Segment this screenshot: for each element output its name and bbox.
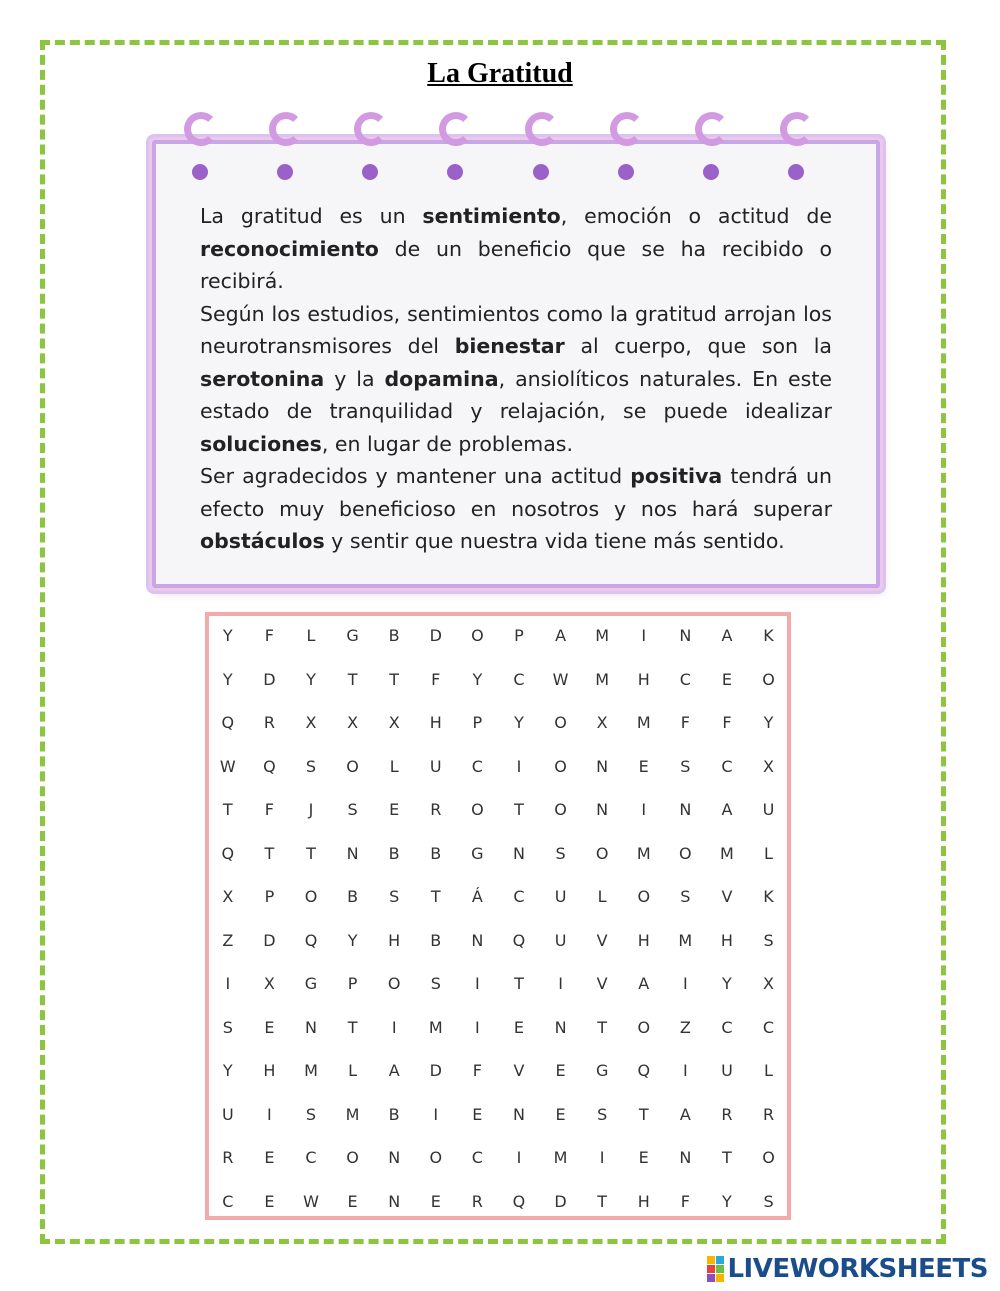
- letter-cell[interactable]: Á: [471, 887, 483, 907]
- gratitude-text: [200, 200, 832, 558]
- letter-cell[interactable]: F: [680, 1191, 690, 1211]
- letter-cell[interactable]: M: [636, 843, 651, 863]
- letter-cell[interactable]: E: [555, 1061, 566, 1081]
- letter-cell[interactable]: C: [721, 756, 733, 776]
- letter-cell[interactable]: I: [599, 1148, 605, 1168]
- letter-cell[interactable]: I: [391, 1017, 397, 1037]
- letter-cell[interactable]: S: [389, 887, 400, 907]
- letter-cell[interactable]: W: [219, 756, 236, 776]
- letter-cell[interactable]: G: [304, 974, 318, 994]
- letter-cell[interactable]: D: [263, 930, 276, 950]
- letter-cell[interactable]: C: [513, 887, 525, 907]
- letter-cell[interactable]: H: [637, 930, 650, 950]
- letter-cell[interactable]: Y: [722, 974, 732, 994]
- letter-cell[interactable]: R: [222, 1148, 234, 1168]
- letter-cell[interactable]: N: [305, 1017, 317, 1037]
- letter-cell[interactable]: E: [513, 1017, 524, 1037]
- letter-cell[interactable]: N: [471, 930, 484, 950]
- letter-cell[interactable]: X: [222, 887, 234, 907]
- letter-cell[interactable]: X: [763, 756, 774, 776]
- letter-cell[interactable]: N: [388, 1148, 401, 1168]
- letter-cell[interactable]: X: [305, 713, 317, 733]
- letter-cell[interactable]: K: [763, 887, 774, 907]
- text-paragraph: [200, 298, 832, 461]
- letter-cell[interactable]: T: [430, 887, 441, 907]
- letter-cell[interactable]: O: [637, 1017, 651, 1037]
- letter-cell[interactable]: E: [721, 669, 732, 689]
- letter-cell[interactable]: Q: [221, 843, 235, 863]
- keyword: soluciones: [200, 431, 322, 456]
- logo-text: LIVEWORKSHEETS: [727, 1254, 988, 1284]
- letter-cell[interactable]: L: [764, 843, 773, 863]
- letter-cell[interactable]: H: [637, 669, 650, 689]
- letter-cell[interactable]: N: [346, 843, 359, 863]
- letter-cell[interactable]: A: [555, 626, 567, 646]
- text-segment: tendrá un efecto muy beneficioso en nosotros y nos hará superar: [200, 464, 832, 521]
- letter-cell[interactable]: F: [472, 1061, 482, 1081]
- letter-cell[interactable]: I: [682, 974, 688, 994]
- letter-cell[interactable]: C: [721, 1017, 733, 1037]
- letter-cell[interactable]: N: [596, 800, 609, 820]
- letter-cell[interactable]: D: [554, 1191, 567, 1211]
- letter-cell[interactable]: Y: [514, 713, 524, 733]
- letter-cell[interactable]: P: [347, 974, 358, 994]
- letter-cell[interactable]: S: [430, 974, 441, 994]
- letter-cell[interactable]: P: [264, 887, 275, 907]
- letter-cell[interactable]: C: [471, 1148, 483, 1168]
- logo-block: [707, 1265, 715, 1273]
- letter-cell[interactable]: E: [638, 756, 649, 776]
- spiral-ring-icon: [776, 112, 820, 156]
- letter-cell[interactable]: N: [679, 626, 692, 646]
- letter-cell[interactable]: A: [388, 1061, 400, 1081]
- letter-cell[interactable]: T: [597, 1191, 608, 1211]
- letter-cell[interactable]: N: [512, 843, 525, 863]
- letter-cell[interactable]: M: [595, 669, 610, 689]
- letter-cell[interactable]: M: [553, 1148, 568, 1168]
- letter-cell[interactable]: E: [264, 1148, 275, 1168]
- letter-cell[interactable]: V: [596, 974, 608, 994]
- text-segment: y sentir que nuestra vida tiene más sentido.: [324, 529, 785, 553]
- spiral-ring-icon: [606, 112, 650, 156]
- letter-cell[interactable]: S: [680, 887, 691, 907]
- letter-cell[interactable]: F: [680, 713, 690, 733]
- letter-cell[interactable]: B: [388, 626, 400, 646]
- letter-cell[interactable]: D: [429, 1061, 442, 1081]
- letter-cell[interactable]: U: [221, 1104, 234, 1124]
- letter-cell[interactable]: T: [514, 974, 524, 994]
- letter-cell[interactable]: I: [475, 974, 480, 994]
- letter-cell[interactable]: O: [762, 669, 775, 689]
- letter-cell[interactable]: H: [637, 1191, 650, 1211]
- letter-cell[interactable]: S: [555, 843, 566, 863]
- letter-cell[interactable]: J: [308, 800, 314, 820]
- letter-cell[interactable]: X: [347, 713, 359, 733]
- letter-cell[interactable]: O: [346, 756, 359, 776]
- letter-cell[interactable]: V: [596, 930, 608, 950]
- letter-cell[interactable]: R: [721, 1104, 733, 1124]
- letter-cell[interactable]: K: [763, 626, 774, 646]
- letter-cell[interactable]: D: [429, 626, 442, 646]
- letter-cell[interactable]: F: [431, 669, 441, 689]
- letter-cell[interactable]: O: [429, 1148, 443, 1168]
- letter-cell[interactable]: E: [638, 1148, 649, 1168]
- letter-cell[interactable]: O: [679, 843, 692, 863]
- letter-cell[interactable]: I: [558, 974, 563, 994]
- letter-cell[interactable]: X: [263, 974, 275, 994]
- spiral-ring-icon: [691, 112, 735, 156]
- letter-cell[interactable]: S: [763, 930, 774, 950]
- keyword: serotonina: [200, 366, 325, 391]
- letter-cell[interactable]: B: [347, 887, 359, 907]
- letter-cell[interactable]: W: [552, 669, 569, 689]
- letter-cell[interactable]: H: [429, 713, 442, 733]
- letter-cell[interactable]: B: [388, 843, 400, 863]
- letter-cell[interactable]: M: [304, 1061, 318, 1081]
- letter-cell[interactable]: M: [678, 930, 693, 950]
- letter-cell[interactable]: I: [267, 1104, 272, 1124]
- letter-cell[interactable]: Q: [304, 930, 318, 950]
- letter-cell[interactable]: C: [762, 1017, 775, 1037]
- letter-cell[interactable]: Q: [512, 1191, 526, 1211]
- letter-cell[interactable]: C: [222, 1191, 234, 1211]
- text-segment: , emoción o actitud de: [560, 204, 833, 228]
- letter-cell[interactable]: M: [428, 1017, 443, 1037]
- logo-block: [716, 1265, 724, 1273]
- letter-cell[interactable]: F: [264, 626, 274, 646]
- letter-cell[interactable]: N: [679, 800, 692, 820]
- letter-cell[interactable]: C: [513, 669, 525, 689]
- logo-block: [716, 1256, 724, 1264]
- letter-cell[interactable]: A: [679, 1104, 691, 1124]
- logo-blocks-icon: [707, 1256, 724, 1282]
- logo-block: [707, 1274, 715, 1282]
- spiral-ring-icon: [435, 112, 479, 156]
- letter-cell[interactable]: F: [264, 800, 274, 820]
- spiral-ring-icon: [350, 112, 394, 156]
- letter-cell[interactable]: M: [636, 713, 651, 733]
- letter-cell[interactable]: M: [345, 1104, 360, 1124]
- letter-cell[interactable]: Q: [512, 930, 526, 950]
- letter-cell[interactable]: C: [471, 756, 483, 776]
- letter-cell[interactable]: O: [346, 1148, 359, 1168]
- letter-cell[interactable]: B: [388, 1104, 400, 1124]
- letter-cell[interactable]: O: [471, 800, 484, 820]
- letter-cell[interactable]: G: [346, 626, 359, 646]
- letter-cell[interactable]: E: [430, 1191, 441, 1211]
- letter-cell[interactable]: Y: [222, 626, 233, 646]
- letter-cell[interactable]: T: [222, 800, 233, 820]
- text-segment: Según los estudios, sentimientos como la gratitud arrojan los neurotransmisores del: [200, 301, 832, 358]
- letter-cell[interactable]: H: [263, 1061, 276, 1081]
- letter-cell[interactable]: N: [512, 1104, 525, 1124]
- letter-cell[interactable]: O: [554, 800, 567, 820]
- letter-cell[interactable]: A: [721, 800, 733, 820]
- letter-cell[interactable]: H: [388, 930, 401, 950]
- letter-cell[interactable]: Y: [222, 669, 233, 689]
- keyword: sentimiento: [422, 204, 561, 228]
- logo-block: [707, 1256, 715, 1264]
- letter-cell[interactable]: H: [720, 930, 733, 950]
- letter-cell[interactable]: E: [555, 1104, 566, 1124]
- letter-cell[interactable]: B: [430, 930, 442, 950]
- letter-cell[interactable]: Y: [306, 669, 316, 689]
- letter-cell[interactable]: U: [429, 756, 442, 776]
- letter-cell[interactable]: U: [762, 800, 775, 820]
- text-paragraph: [200, 460, 832, 558]
- spiral-ring-icon: [521, 112, 565, 156]
- keyword: bienestar: [454, 334, 565, 358]
- letter-cell[interactable]: O: [471, 626, 484, 646]
- letter-cell[interactable]: B: [430, 843, 442, 863]
- letter-cell[interactable]: N: [596, 756, 609, 776]
- text-segment: y la: [324, 366, 385, 391]
- letter-cell[interactable]: T: [306, 843, 316, 863]
- text-segment: Ser agradecidos y mantener una actitud: [200, 464, 631, 488]
- letter-cell[interactable]: V: [721, 887, 733, 907]
- letter-cell[interactable]: O: [595, 843, 609, 863]
- letter-cell[interactable]: S: [597, 1104, 608, 1124]
- letter-cell[interactable]: M: [720, 843, 734, 863]
- letter-cell[interactable]: I: [641, 800, 647, 820]
- letter-cell[interactable]: X: [596, 713, 608, 733]
- letter-cell[interactable]: S: [763, 1191, 774, 1211]
- letter-cell[interactable]: T: [597, 1017, 608, 1037]
- letter-cell[interactable]: O: [554, 713, 567, 733]
- letter-cell[interactable]: Y: [222, 1061, 233, 1081]
- letter-cell[interactable]: R: [471, 1191, 483, 1211]
- letter-cell[interactable]: A: [721, 626, 733, 646]
- letter-cell[interactable]: T: [638, 1104, 649, 1124]
- keyword: obstáculos: [200, 529, 325, 553]
- letter-cell[interactable]: Y: [763, 713, 774, 733]
- keyword: dopamina: [384, 366, 499, 391]
- letter-cell[interactable]: O: [762, 1148, 775, 1168]
- letter-cell[interactable]: U: [554, 887, 567, 907]
- letter-cell[interactable]: X: [388, 713, 400, 733]
- letter-cell[interactable]: S: [347, 800, 358, 820]
- letter-cell[interactable]: A: [638, 974, 650, 994]
- letter-cell[interactable]: T: [389, 669, 400, 689]
- letter-cell[interactable]: T: [514, 800, 524, 820]
- letter-cell[interactable]: T: [347, 669, 358, 689]
- letter-cell[interactable]: Y: [722, 1191, 732, 1211]
- letter-cell[interactable]: T: [347, 1017, 358, 1037]
- letter-cell[interactable]: Q: [221, 713, 235, 733]
- letter-cell[interactable]: O: [387, 974, 401, 994]
- letter-cell[interactable]: L: [348, 1061, 358, 1081]
- letter-cell[interactable]: I: [433, 1104, 439, 1124]
- text-segment: , en lugar de problemas.: [321, 431, 573, 456]
- letter-cell[interactable]: S: [305, 1104, 317, 1124]
- logo-block: [716, 1274, 724, 1282]
- letter-cell[interactable]: C: [305, 1148, 317, 1168]
- letter-cell[interactable]: Q: [263, 756, 276, 776]
- letter-cell[interactable]: O: [304, 887, 318, 907]
- letter-cell[interactable]: D: [263, 669, 276, 689]
- letter-cell[interactable]: U: [721, 1061, 733, 1081]
- page-title: La Gratitud: [427, 58, 573, 89]
- keyword: reconocimiento: [200, 236, 379, 261]
- letter-cell[interactable]: N: [554, 1017, 567, 1037]
- letter-cell[interactable]: L: [306, 626, 316, 646]
- letter-cell[interactable]: N: [679, 1148, 692, 1168]
- letter-cell[interactable]: X: [763, 974, 774, 994]
- letter-cell[interactable]: E: [472, 1104, 483, 1124]
- keyword: positiva: [630, 464, 723, 488]
- letter-cell[interactable]: E: [264, 1191, 275, 1211]
- letter-cell[interactable]: S: [222, 1017, 233, 1037]
- liveworksheets-logo: [707, 1254, 988, 1284]
- letter-cell[interactable]: L: [597, 887, 607, 907]
- letter-cell[interactable]: T: [264, 843, 275, 863]
- letter-cell[interactable]: N: [388, 1191, 401, 1211]
- letter-cell[interactable]: I: [682, 1061, 688, 1081]
- letter-cell[interactable]: G: [471, 843, 484, 863]
- letter-cell[interactable]: R: [263, 713, 275, 733]
- letter-cell[interactable]: I: [475, 1017, 480, 1037]
- letter-cell[interactable]: Y: [347, 930, 358, 950]
- letter-cell[interactable]: F: [722, 713, 732, 733]
- letter-cell[interactable]: T: [722, 1148, 732, 1168]
- letter-cell[interactable]: Z: [222, 930, 234, 950]
- letter-cell[interactable]: L: [764, 1061, 773, 1081]
- spiral-ring-icon: [180, 112, 224, 156]
- letter-cell[interactable]: I: [225, 974, 231, 994]
- text-segment: La gratitud es un: [200, 204, 423, 228]
- letter-cell[interactable]: L: [389, 756, 399, 776]
- letter-cell[interactable]: E: [264, 1017, 275, 1037]
- letter-cell[interactable]: R: [430, 800, 442, 820]
- word-search-grid: [207, 614, 789, 1223]
- letter-cell[interactable]: S: [305, 756, 317, 776]
- letter-cell[interactable]: E: [389, 800, 400, 820]
- letter-cell[interactable]: W: [303, 1191, 319, 1211]
- letter-cell[interactable]: Q: [637, 1061, 651, 1081]
- letter-cell[interactable]: I: [516, 756, 522, 776]
- letter-cell[interactable]: P: [514, 626, 524, 646]
- letter-cell[interactable]: E: [347, 1191, 358, 1211]
- letter-cell[interactable]: R: [762, 1104, 775, 1124]
- letter-cell[interactable]: M: [595, 626, 610, 646]
- letter-cell[interactable]: G: [595, 1061, 609, 1081]
- letter-cell[interactable]: P: [472, 713, 483, 733]
- spiral-ring-icon: [265, 112, 309, 156]
- letter-cell[interactable]: Z: [679, 1017, 691, 1037]
- text-segment: al cuerpo, que son la: [564, 334, 832, 358]
- letter-cell[interactable]: V: [513, 1061, 525, 1081]
- letter-cell[interactable]: I: [641, 626, 647, 646]
- letter-cell[interactable]: I: [516, 1148, 522, 1168]
- text-segment: , ansiolíticos naturales. En este estado de tranquilidad y relajación, se puede idealizar: [200, 366, 832, 423]
- letter-cell[interactable]: O: [637, 887, 651, 907]
- letter-cell[interactable]: U: [554, 930, 567, 950]
- letter-cell[interactable]: C: [679, 669, 691, 689]
- text-segment: de un beneficio que se ha recibido o recibirá.: [200, 236, 832, 293]
- letter-cell[interactable]: O: [554, 756, 567, 776]
- text-paragraph: [200, 200, 832, 298]
- letter-cell[interactable]: Y: [472, 669, 483, 689]
- notepad-rings: [180, 112, 820, 192]
- letter-cell[interactable]: S: [680, 756, 691, 776]
